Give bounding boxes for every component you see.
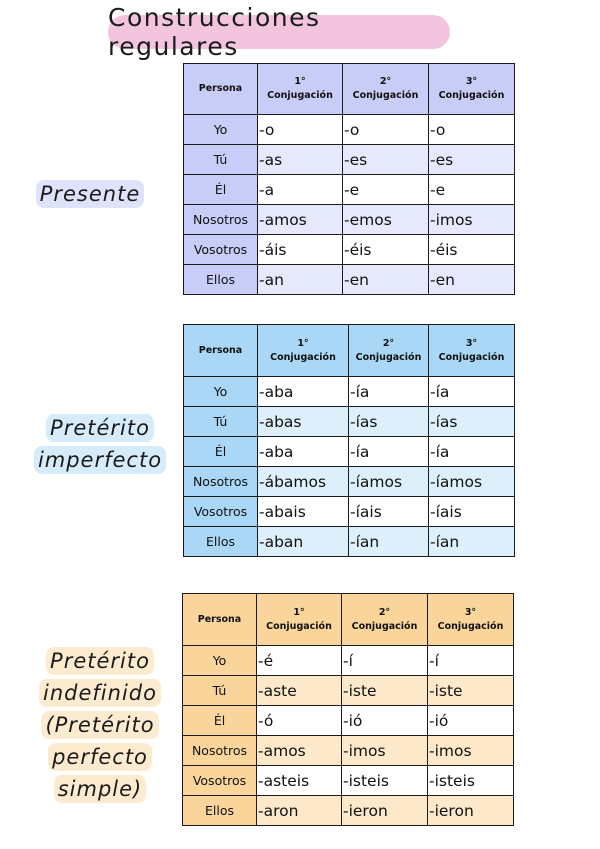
ending-cell: -ías bbox=[349, 407, 429, 437]
ending-cell: -é bbox=[257, 646, 342, 676]
header-persona: Persona bbox=[184, 325, 258, 377]
header-conj-3: 3° Conjugación bbox=[428, 594, 514, 646]
section-label-imperfecto bbox=[25, 412, 175, 476]
table-row bbox=[184, 377, 515, 407]
ending-cell: -o bbox=[429, 115, 515, 145]
ending-cell: -ían bbox=[429, 527, 515, 557]
table-row bbox=[184, 115, 515, 145]
ending-cell: -í bbox=[342, 646, 428, 676]
persona-cell: Ellos bbox=[184, 527, 258, 557]
ending-cell: -íamos bbox=[349, 467, 429, 497]
label-line: Presente bbox=[36, 180, 145, 208]
ending-cell: -iste bbox=[428, 676, 514, 706]
label-line: imperfecto bbox=[34, 446, 166, 474]
ending-cell: -éis bbox=[343, 235, 429, 265]
ending-cell: -ó bbox=[257, 706, 342, 736]
table-imperfecto bbox=[183, 324, 515, 557]
persona-cell: Yo bbox=[183, 646, 257, 676]
ending-cell: -aste bbox=[257, 676, 342, 706]
header-conj-3: 3° Conjugación bbox=[429, 64, 515, 115]
section-label-indefinido bbox=[25, 645, 175, 805]
ending-cell: -a bbox=[258, 175, 343, 205]
header-conj-1: 1° Conjugación bbox=[258, 64, 343, 115]
table-row bbox=[184, 527, 515, 557]
header-conj-1: 1° Conjugación bbox=[258, 325, 349, 377]
ending-cell: -imos bbox=[428, 736, 514, 766]
persona-cell: Vosotros bbox=[184, 497, 258, 527]
header-row bbox=[184, 64, 515, 115]
ending-cell: -aban bbox=[258, 527, 349, 557]
header-conj-1: 1° Conjugación bbox=[257, 594, 342, 646]
ending-cell: -íais bbox=[429, 497, 515, 527]
label-line: Pretérito bbox=[46, 414, 154, 442]
ending-cell: -ábamos bbox=[258, 467, 349, 497]
persona-cell: Tú bbox=[183, 676, 257, 706]
ending-cell: -éis bbox=[429, 235, 515, 265]
ending-cell: -imos bbox=[429, 205, 515, 235]
ending-cell: -isteis bbox=[342, 766, 428, 796]
table-row bbox=[183, 676, 514, 706]
ending-cell: -es bbox=[429, 145, 515, 175]
persona-cell: Vosotros bbox=[184, 235, 258, 265]
ending-cell: -ió bbox=[428, 706, 514, 736]
ending-cell: -aba bbox=[258, 437, 349, 467]
ending-cell: -emos bbox=[343, 205, 429, 235]
ending-cell: -asteis bbox=[257, 766, 342, 796]
ending-cell: -isteis bbox=[428, 766, 514, 796]
ending-cell: -áis bbox=[258, 235, 343, 265]
persona-cell: Él bbox=[183, 706, 257, 736]
ending-cell: -ía bbox=[349, 377, 429, 407]
table-row bbox=[184, 437, 515, 467]
table-row bbox=[183, 736, 514, 766]
table-row bbox=[184, 467, 515, 497]
table-row bbox=[184, 145, 515, 175]
table-row bbox=[184, 235, 515, 265]
label-line: simple) bbox=[54, 775, 147, 803]
header-row bbox=[183, 594, 514, 646]
ending-cell: -íais bbox=[349, 497, 429, 527]
ending-cell: -es bbox=[343, 145, 429, 175]
label-line: (Pretérito bbox=[41, 711, 158, 739]
ending-cell: -í bbox=[428, 646, 514, 676]
label-line: perfecto bbox=[48, 743, 152, 771]
ending-cell: -ías bbox=[429, 407, 515, 437]
table-row bbox=[183, 706, 514, 736]
ending-cell: -abas bbox=[258, 407, 349, 437]
persona-cell: Yo bbox=[184, 377, 258, 407]
persona-cell: Ellos bbox=[184, 265, 258, 295]
persona-cell: Tú bbox=[184, 145, 258, 175]
header-conj-2: 2° Conjugación bbox=[342, 594, 428, 646]
ending-cell: -e bbox=[429, 175, 515, 205]
ending-cell: -o bbox=[343, 115, 429, 145]
ending-cell: -e bbox=[343, 175, 429, 205]
table-row bbox=[184, 175, 515, 205]
ending-cell: -amos bbox=[258, 205, 343, 235]
page-title: Construcciones regulares bbox=[108, 15, 450, 49]
ending-cell: -íamos bbox=[429, 467, 515, 497]
persona-cell: Ellos bbox=[183, 796, 257, 826]
persona-cell: Nosotros bbox=[184, 467, 258, 497]
ending-cell: -an bbox=[258, 265, 343, 295]
ending-cell: -iste bbox=[342, 676, 428, 706]
ending-cell: -as bbox=[258, 145, 343, 175]
table-row bbox=[183, 646, 514, 676]
section-label-presente bbox=[30, 178, 150, 210]
label-line: Pretérito bbox=[46, 647, 154, 675]
table-row bbox=[184, 205, 515, 235]
header-persona: Persona bbox=[184, 64, 258, 115]
ending-cell: -amos bbox=[257, 736, 342, 766]
ending-cell: -ieron bbox=[428, 796, 514, 826]
ending-cell: -ía bbox=[429, 377, 515, 407]
header-conj-3: 3° Conjugación bbox=[429, 325, 515, 377]
header-persona: Persona bbox=[183, 594, 257, 646]
label-line: indefinido bbox=[39, 679, 161, 707]
persona-cell: Nosotros bbox=[184, 205, 258, 235]
ending-cell: -ió bbox=[342, 706, 428, 736]
header-conj-2: 2° Conjugación bbox=[343, 64, 429, 115]
ending-cell: -aba bbox=[258, 377, 349, 407]
persona-cell: Tú bbox=[184, 407, 258, 437]
ending-cell: -abais bbox=[258, 497, 349, 527]
ending-cell: -en bbox=[343, 265, 429, 295]
header-conj-2: 2° Conjugación bbox=[349, 325, 429, 377]
ending-cell: -en bbox=[429, 265, 515, 295]
persona-cell: Él bbox=[184, 437, 258, 467]
ending-cell: -imos bbox=[342, 736, 428, 766]
ending-cell: -ía bbox=[349, 437, 429, 467]
table-row bbox=[184, 407, 515, 437]
ending-cell: -ían bbox=[349, 527, 429, 557]
table-indefinido bbox=[182, 593, 514, 826]
persona-cell: Él bbox=[184, 175, 258, 205]
persona-cell: Yo bbox=[184, 115, 258, 145]
table-row bbox=[183, 766, 514, 796]
ending-cell: -o bbox=[258, 115, 343, 145]
persona-cell: Nosotros bbox=[183, 736, 257, 766]
table-row bbox=[183, 796, 514, 826]
header-row bbox=[184, 325, 515, 377]
ending-cell: -aron bbox=[257, 796, 342, 826]
persona-cell: Vosotros bbox=[183, 766, 257, 796]
table-row bbox=[184, 265, 515, 295]
table-presente bbox=[183, 63, 515, 295]
table-row bbox=[184, 497, 515, 527]
ending-cell: -ía bbox=[429, 437, 515, 467]
ending-cell: -ieron bbox=[342, 796, 428, 826]
